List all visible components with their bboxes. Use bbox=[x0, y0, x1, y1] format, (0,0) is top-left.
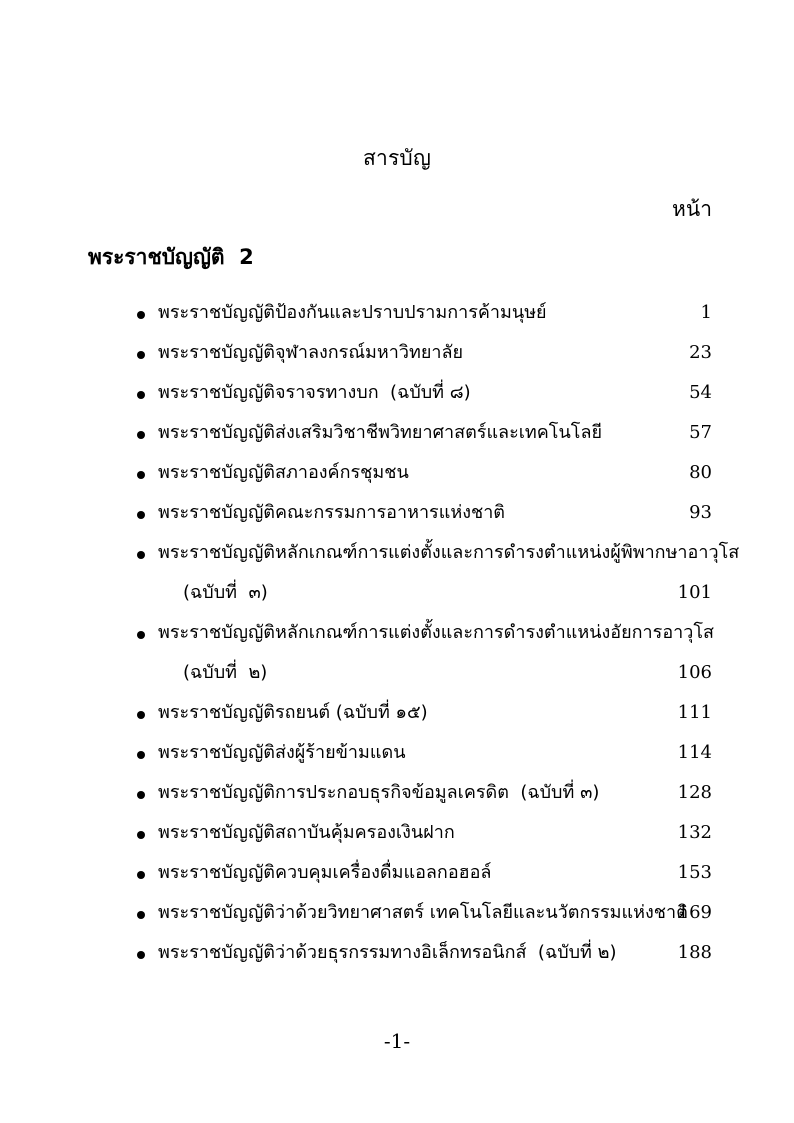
toc-entry-title: พระราชบัญญัติคณะกรรมการอาหารแห่งชาติ bbox=[158, 502, 505, 523]
toc-entry[interactable] bbox=[0, 537, 794, 617]
toc-entry-page-number: 80 bbox=[689, 462, 712, 483]
toc-entry-continuation-line bbox=[0, 657, 794, 697]
toc-entry[interactable] bbox=[0, 777, 794, 817]
toc-entry-line bbox=[0, 937, 794, 977]
toc-entry[interactable] bbox=[0, 457, 794, 497]
toc-entry-line bbox=[0, 377, 794, 417]
toc-entry-page-number: 188 bbox=[677, 942, 712, 963]
toc-entry[interactable] bbox=[0, 497, 794, 537]
toc-entry-line bbox=[0, 777, 794, 817]
toc-entry-title: พระราชบัญญัติหลักเกณฑ์การแต่งตั้งและการดำรงตำแหน่งอัยการอาวุโส bbox=[158, 622, 714, 643]
toc-entry-line bbox=[0, 537, 794, 577]
toc-entry-title: พระราชบัญญัติว่าด้วยธุรกรรมทางอิเล็กทรอนิกส์ (ฉบับที่ ๒) bbox=[158, 942, 617, 963]
toc-entry[interactable] bbox=[0, 617, 794, 697]
toc-entry-title: พระราชบัญญัติจุฬาลงกรณ์มหาวิทยาลัย bbox=[158, 342, 464, 363]
toc-entry-title: พระราชบัญญัติการประกอบธุรกิจข้อมูลเครดิต (ฉบับที่ ๓) bbox=[158, 782, 600, 803]
toc-entry-page-number: 106 bbox=[677, 662, 712, 683]
toc-entry-line bbox=[0, 697, 794, 737]
toc-entry[interactable] bbox=[0, 897, 794, 937]
toc-entry[interactable] bbox=[0, 937, 794, 977]
toc-entry-line bbox=[0, 297, 794, 337]
toc-entry-title: พระราชบัญญัติว่าด้วยวิทยาศาสตร์ เทคโนโลยีและนวัตกรรมแห่งชาติ bbox=[158, 902, 688, 923]
toc-entry[interactable] bbox=[0, 377, 794, 417]
toc-entry[interactable] bbox=[0, 817, 794, 857]
toc-entry-page-number: 57 bbox=[689, 422, 712, 443]
toc-entry[interactable] bbox=[0, 337, 794, 377]
bullet-icon bbox=[137, 631, 145, 639]
toc-entry-page-number: 153 bbox=[677, 862, 712, 883]
toc-entry-title: พระราชบัญญัติรถยนต์ (ฉบับที่ ๑๕) bbox=[158, 702, 428, 723]
toc-entry-page-number: 114 bbox=[677, 742, 712, 763]
toc-entry-page-number: 128 bbox=[677, 782, 712, 803]
toc-entry-title: พระราชบัญญัติป้องกันและปราบปรามการค้ามนุษย์ bbox=[158, 302, 547, 323]
toc-entry-line bbox=[0, 337, 794, 377]
toc-entry-subtitle: (ฉบับที่ ๒) bbox=[183, 662, 268, 683]
toc-entry-title: พระราชบัญญัติควบคุมเครื่องดื่มแอลกอฮอล์ bbox=[158, 862, 492, 883]
toc-entry-continuation-line bbox=[0, 577, 794, 617]
toc-entry-line bbox=[0, 897, 794, 937]
toc-entry-title: พระราชบัญญัติจราจรทางบก (ฉบับที่ ๘) bbox=[158, 382, 471, 403]
toc-entry-line bbox=[0, 817, 794, 857]
toc-entry-title: พระราชบัญญัติสภาองค์กรชุมชน bbox=[158, 462, 409, 483]
toc-entry-line bbox=[0, 497, 794, 537]
toc-entry-title: พระราชบัญญัติส่งเสริมวิชาชีพวิทยาศาสตร์และเทคโนโลยี bbox=[158, 422, 603, 443]
toc-entry-line bbox=[0, 417, 794, 457]
toc-entry-line bbox=[0, 857, 794, 897]
page-title: สารบัญ bbox=[362, 146, 432, 170]
toc-entry[interactable] bbox=[0, 417, 794, 457]
toc-entry-title: พระราชบัญญัติหลักเกณฑ์การแต่งตั้งและการดำรงตำแหน่งผู้พิพากษาอาวุโส bbox=[158, 542, 740, 563]
toc-entry-subtitle: (ฉบับที่ ๓) bbox=[183, 582, 268, 603]
toc-entry-page-number: 93 bbox=[689, 502, 712, 523]
toc-entry[interactable] bbox=[0, 297, 794, 337]
toc-entry-page-number: 23 bbox=[689, 342, 712, 363]
toc-entry-page-number: 1 bbox=[700, 302, 712, 323]
toc-entry-page-number: 54 bbox=[689, 382, 712, 403]
toc-entry[interactable] bbox=[0, 737, 794, 777]
page-number-column-header: หน้า bbox=[672, 197, 712, 221]
toc-entry-line bbox=[0, 457, 794, 497]
toc-entry-line bbox=[0, 737, 794, 777]
toc-entry[interactable] bbox=[0, 697, 794, 737]
table-of-contents-list bbox=[0, 297, 794, 977]
toc-entry-page-number: 169 bbox=[677, 902, 712, 923]
toc-entry-line bbox=[0, 617, 794, 657]
toc-entry-title: พระราชบัญญัติสถาบันคุ้มครองเงินฝาก bbox=[158, 822, 455, 843]
toc-entry[interactable] bbox=[0, 857, 794, 897]
bullet-icon bbox=[137, 551, 145, 559]
toc-entry-page-number: 111 bbox=[677, 702, 712, 723]
section-heading: พระราชบัญญัติ 2 bbox=[88, 245, 254, 269]
toc-entry-page-number: 132 bbox=[677, 822, 712, 843]
toc-entry-title: พระราชบัญญัติส่งผู้ร้ายข้ามแดน bbox=[158, 742, 406, 763]
toc-entry-page-number: 101 bbox=[677, 582, 712, 603]
footer-page-number: -1- bbox=[383, 1029, 411, 1053]
